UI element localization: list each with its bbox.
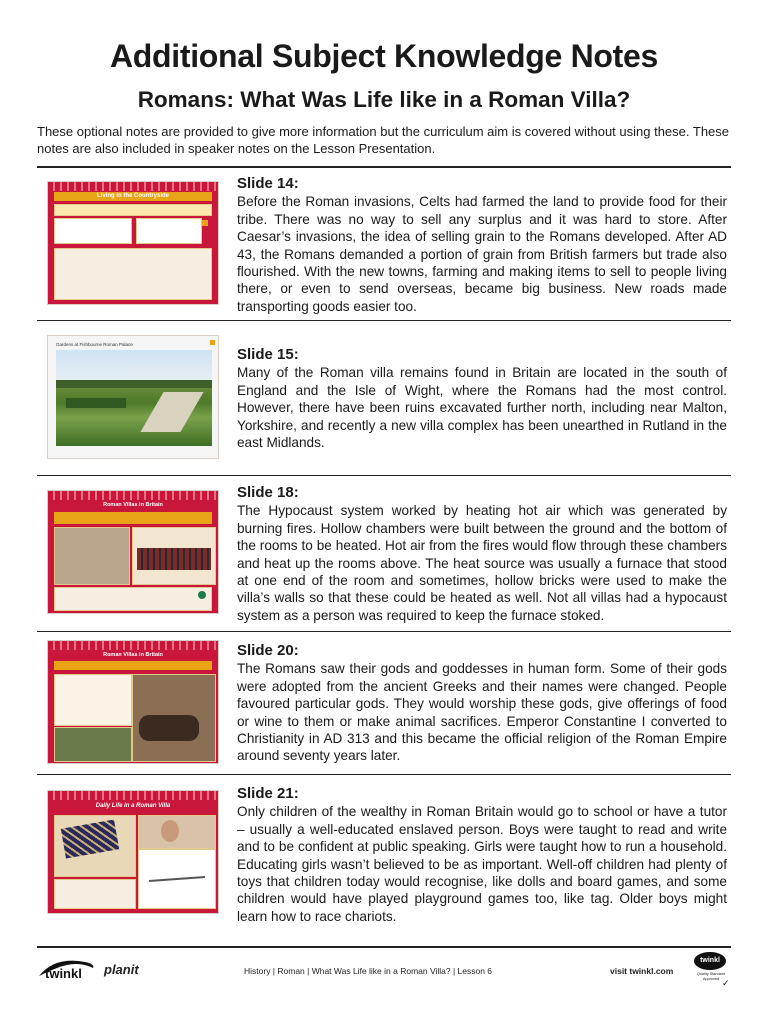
slide-21-heading: Slide 21: [237, 785, 299, 802]
page-subtitle: Romans: What Was Life like in a Roman Villa? [137, 87, 631, 112]
slide-row-15 [37, 321, 731, 473]
slide-20-text: The Romans saw their gods and goddesses in human form. Some of their gods were adopted from the ancient Greeks and their names were changed. People favoured particular gods. They would worship these gods, give offerings of food or wine to them or make animal sacrifices. Emperor Constantine I converted to Christianity in AD 313 and this became the official religion of the Roman Empire around seventy years later. [237, 661, 727, 764]
footer-visit-link[interactable]: visit twinkl.com [610, 966, 674, 976]
twinkl-logo [37, 954, 97, 984]
thumbnail-title: Roman Villas in Britain [103, 502, 163, 508]
slide-18-thumbnail [47, 490, 219, 614]
page-title: Additional Subject Knowledge Notes [109, 38, 659, 74]
checkmark-icon: ✓ [722, 978, 730, 988]
slide-18-text: The Hypocaust system worked by heating hot air which was generated by burning fires. Hollow chambers were built between the ground and the bottom of the rooms to be heated. Hot air from the fires would flow through these chambers and heat up the rooms above. The heat source was usually a furnace that stood at one end of the room and sometimes, hollow bricks were used to make the villa’s walls so that these could be heated as well. Not all villas had a hypocaust system as a person was required to keep the furnace stoked. [237, 503, 727, 623]
slide-14-text: Before the Roman invasions, Celts had farmed the land to provide food for their tribe. There was no way to sell any surplus and it was hard to store. After Caesar’s invasions, the idea of selling grain to the Romans developed. After AD 43, the Romans demanded a portion of grain from British farmers but trade also flourished. With the new towns, farming and making items to sell to people living there, or even to send overseas, became big business. New roads made transporting goods easier too. [237, 194, 727, 314]
thumbnail-title: Living in the Countryside [54, 192, 212, 201]
slide-14-notes [237, 175, 727, 315]
slide-18-heading: Slide 18: [237, 484, 299, 501]
footer-breadcrumb: History | Roman | What Was Life like in a Roman Villa? | Lesson 6 [244, 966, 493, 976]
thumbnail-title: Gardens at Fishbourne Roman Palace [56, 342, 133, 347]
slide-21-thumbnail [47, 790, 219, 914]
quality-badge [690, 952, 732, 990]
slide-21-notes [237, 785, 727, 925]
slide-20-heading: Slide 20: [237, 642, 299, 659]
planit-logo: planit [104, 962, 139, 977]
slide-15-heading: Slide 15: [237, 346, 299, 363]
slide-row-20 [37, 632, 731, 773]
slide-14-heading: Slide 14: [237, 175, 299, 192]
badge-caption: Quality Standard Approved [696, 972, 726, 981]
garden-photo [56, 350, 212, 446]
slide-row-21 [37, 775, 731, 945]
slide-row-18 [37, 476, 731, 630]
slide-18-notes [237, 484, 727, 624]
badge-brand: twinkl [694, 952, 726, 970]
slide-14-thumbnail [47, 181, 219, 305]
intro-paragraph: These optional notes are provided to give more information but the curriculum aim is covered without using these. These notes are also included in speaker notes on the Lesson Presentation. [37, 124, 730, 156]
slide-15-thumbnail [47, 335, 219, 459]
slide-20-thumbnail [47, 640, 219, 764]
divider [37, 946, 731, 948]
slide-row-14 [37, 167, 731, 319]
slide-15-text: Many of the Roman villa remains found in Britain are located in the south of England and the Isle of Wight, where the Romans had the most control. However, there have been ruins excavated further north, including near Malton, Yorkshire, and recently a new villa complex has been unearthed in Rutland in the east Midlands. [237, 365, 727, 451]
thumbnail-title: Daily Life in a Roman Villa [95, 803, 171, 809]
thumbnail-title: Roman Villas in Britain [103, 652, 163, 658]
slide-15-notes [237, 346, 727, 451]
brand-text: twinkl [45, 966, 82, 981]
slide-20-notes [237, 642, 727, 765]
slide-21-text: Only children of the wealthy in Roman Britain would go to school or have a tutor – usually a well-educated enslaved person. Boys were taught to read and write and to be confident at public speaking. Girls were taught how to run a household. Educating girls wasn’t believed to be as important. Well-off children had plenty of toys that children today would recognise, like dolls and board games, and some children would have played playground games too, like tag. Older boys might learn how to race chariots. [237, 804, 727, 924]
